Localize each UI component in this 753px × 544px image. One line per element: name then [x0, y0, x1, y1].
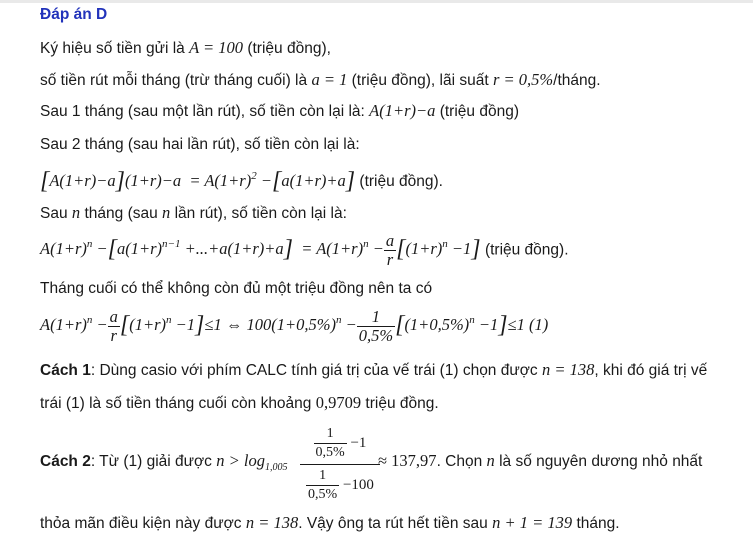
text: : Từ (1) giải được	[90, 453, 212, 470]
text: (triệu đồng).	[484, 241, 569, 259]
formula-month2	[40, 166, 443, 193]
log-fraction	[300, 425, 380, 504]
math-amount: 0,9709	[315, 393, 362, 412]
text: . Chọn	[436, 453, 483, 470]
math-n-value: n = 138	[541, 360, 595, 379]
math-formula: $A(1+r)^n -[a(1+r)^{n-1} +...+a(1+r)+a] = A(1+r)^n$ − $\frac{a}{r}$ $[(1+r)^n -1]$	[40, 231, 481, 269]
method-2-label: Cách 2	[40, 453, 91, 470]
text: thỏa mãn điều kiện này được	[40, 515, 242, 532]
math-formula: $A(1+r)^n$ − $\frac{a}{r}$ $[(1+r)^n -1]\le 1$ ⇔ $100(1+0,5\%)^n$ − $\frac{1}{0,5\%}$ $[(1+0,5\%)^n -1]\le 1$ (1)	[40, 307, 549, 345]
paragraph-month-n	[40, 203, 347, 223]
paragraph-deposit	[40, 38, 331, 58]
text: (triệu đồng),	[247, 40, 331, 57]
method-2	[40, 451, 287, 471]
text: Sau 1 tháng (sau một lần rút), số tiền còn lại là:	[40, 103, 365, 120]
paragraph-last-month: Tháng cuối có thể không còn đủ một triệu đồng nên ta có	[40, 280, 433, 297]
paragraph-month2: Sau 2 tháng (sau hai lần rút), số tiền còn lại là:	[40, 136, 360, 153]
text: (triệu đồng), lãi suất	[351, 72, 489, 89]
text: Ký hiệu số tiền gửi là	[40, 40, 185, 57]
log-numerator: $\frac{1}{0,5\%}$ −1	[300, 425, 380, 465]
math-withdraw: a = 1	[311, 70, 348, 89]
math-n: n	[71, 203, 81, 222]
text: lần rút), số tiền còn lại là:	[174, 205, 347, 222]
text: trái (1) là số tiền tháng cuối còn khoảng	[40, 395, 312, 412]
text: (triệu đồng)	[439, 103, 519, 120]
text: , khi đó giá trị vế	[594, 362, 708, 379]
answer-title: Đáp án D	[40, 6, 108, 23]
text: là số nguyên dương nhỏ nhất	[499, 453, 703, 470]
text: tháng (sau	[84, 205, 158, 222]
math-months: n + 1 = 139	[492, 513, 573, 532]
text: (triệu đồng).	[359, 173, 443, 190]
math-n: n	[162, 203, 171, 222]
text: : Dùng casio với phím CALC tính giá trị của vế trái (1) chọn được	[90, 362, 538, 379]
paragraph-month1	[40, 101, 519, 121]
log-denominator: $\frac{1}{0,5\%}$ −100	[308, 468, 374, 502]
math-formula: $[A(1+r)-a](1+r)-a = A(1+r)^2 -[a(1+r)+a]$	[40, 168, 356, 194]
math-month1: A(1+r)−a	[369, 101, 436, 120]
math-n-value: n = 138	[245, 513, 299, 532]
math-rate: r = 0,5%	[492, 70, 554, 89]
paragraph-withdraw	[40, 70, 601, 90]
top-border	[0, 0, 753, 3]
text: /tháng.	[553, 72, 601, 89]
text: tháng.	[576, 515, 620, 532]
method-1-cont	[40, 393, 439, 413]
conclusion	[40, 513, 620, 533]
text: Sau	[40, 205, 68, 222]
inequality-1	[40, 308, 548, 345]
formula-month-n	[40, 232, 569, 269]
method-2-cont	[378, 451, 702, 471]
math-deposit: A = 100	[189, 38, 244, 57]
text: số tiền rút mỗi tháng (trừ tháng cuối) là	[40, 72, 308, 89]
method-1	[40, 360, 707, 380]
math-log: $n > \log_{1,005}$	[216, 451, 288, 473]
math-approx: ≈ 137,97	[378, 451, 437, 470]
text: . Vậy ông ta rút hết tiền sau	[298, 515, 488, 532]
text: triệu đồng.	[365, 395, 439, 412]
method-1-label: Cách 1	[40, 362, 91, 379]
math-n: n	[486, 451, 495, 470]
